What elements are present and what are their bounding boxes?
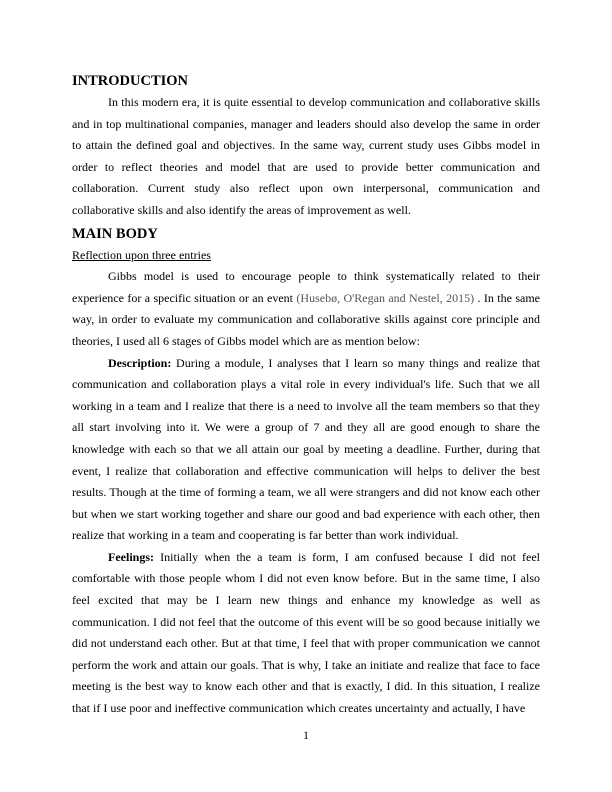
description-label: Description: bbox=[108, 355, 172, 370]
description-paragraph bbox=[72, 353, 540, 547]
introduction-paragraph: In this modern era, it is quite essential to develop communication and collaborative skills and in top multinational companies, manager and leaders should also develop the same in order to attain the defined goal and objectives. In the same way, current study uses Gibbs model in order to reflect theories and model that are used to provide better communication and collaboration. Current study also reflect upon own interpersonal, communication and collaborative skills and also identify the areas of improvement as well. bbox=[72, 95, 540, 217]
page-content bbox=[72, 71, 540, 720]
reflection-subheading: Reflection upon three entries bbox=[72, 247, 211, 262]
introduction-heading: INTRODUCTION bbox=[72, 73, 189, 89]
gibbs-citation: (Husebø, O'Regan and Nestel, 2015) bbox=[296, 290, 475, 305]
description-text: During a module, I analyses that I learn so many things and realize that communication and collaboration plays a vital role in every individual's life. Such that we all working in a team and I realize that there is a need to involve all the team members so that they all start involving into it. We were a group of 7 and they all are good enough to share the knowledge with each so that we all attain our goal by meeting a deadline. Further, during that event, I realize that collaboration and effective communication will helps to deliver the best results. Though at the time of forming a team, we all were strangers and did not know each other but when we start working together and share our good and bad experience with each other, then realize that working in a team and cooperating is far better than work individual. bbox=[72, 355, 540, 543]
gibbs-text-start: Gibbs model is used to encourage people to think systematically related to their experience for a specific situation or an event bbox=[72, 269, 540, 305]
page-number: 1 bbox=[303, 728, 309, 742]
gibbs-text-end: . In the same way, in order to evaluate my communication and collaborative skills against core principle and theories, I used all 6 stages of Gibbs model which are as mention below: bbox=[72, 290, 541, 348]
feelings-text: Initially when the a team is form, I am confused because I did not feel comfortable with those people whom I did not even know before. But in the same time, I also feel excited that may be I learn new things and enhance my knowledge as well as communication. I did not feel that the outcome of this event will be so good because initially we did not understand each other. But at that time, I feel that with proper communication we cannot perform the work and attain our goals. That is why, I take an initiate and realize that face to face meeting is the best way to know each other and that is exactly, I did. In this situation, I realize that if I use poor and ineffective communication which creates uncertainty and actually, I have bbox=[72, 549, 540, 716]
gibbs-model-paragraph bbox=[72, 266, 540, 352]
main-body-heading: MAIN BODY bbox=[72, 225, 158, 242]
feelings-label: Feelings: bbox=[108, 549, 154, 564]
feelings-paragraph bbox=[72, 547, 540, 720]
